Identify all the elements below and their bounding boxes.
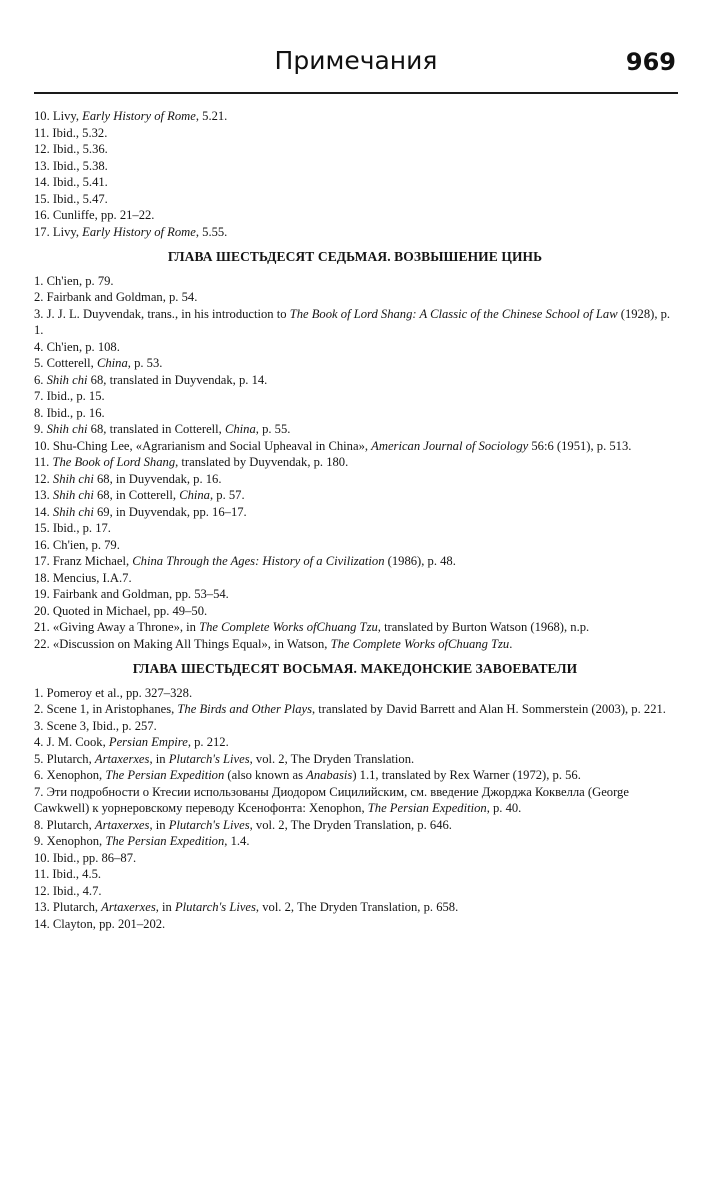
footnote [34, 833, 676, 850]
page-header [34, 44, 678, 94]
work-title: Persian Empire [108, 735, 188, 749]
work-title: Artaxerxes [94, 751, 150, 766]
footnote [34, 438, 676, 455]
note-text: 9. [34, 422, 47, 436]
note-text: 69, in Duyvendak, pp. 16–17. [93, 504, 247, 519]
footnote [34, 421, 676, 438]
footnote [34, 339, 676, 356]
footnote [34, 355, 676, 372]
note-text: , translated by Burton Watson (1968), n.p. [377, 620, 590, 634]
note-text: ) 1.1, translated by Rex Warner (1972), p. 56. [352, 768, 581, 782]
footnote [34, 174, 676, 191]
note-text: , p. 57. [209, 488, 245, 502]
footnote [34, 471, 676, 488]
work-title: American Journal of Sociology [371, 438, 529, 453]
note-text: 16. Cunliffe, pp. 21–22. [34, 208, 155, 222]
note-text: 16. Ch'ien, p. 79. [34, 537, 120, 552]
footnote [34, 570, 676, 587]
footnote [34, 619, 676, 636]
note-text: 18. Mencius, I.A.7. [34, 570, 132, 585]
work-title: Shih chi [52, 488, 94, 502]
work-title: Artaxerxes [101, 900, 156, 914]
note-text: 68, translated in Duyvendak, p. 14. [87, 372, 268, 387]
notes-section [34, 108, 676, 240]
footnote [34, 158, 676, 175]
work-title: China Through the Ages: History of a Civilization [132, 554, 385, 568]
note-text: 10. Shu-Ching Lee, «Agrarianism and Social Upheaval in China», [34, 438, 372, 453]
note-text: 1. Pomeroy et al., pp. 327–328. [34, 685, 193, 700]
note-text: 15. Ibid., p. 17. [34, 521, 111, 535]
work-title: The Birds and Other Plays [177, 702, 312, 716]
note-text: 68, translated in Cotterell, [87, 422, 225, 436]
footnote [34, 520, 676, 537]
note-text: , vol. 2, The Dryden Translation. [249, 751, 415, 766]
note-text: , in [155, 900, 175, 914]
note-text: 12. Ibid., 5.36. [34, 142, 108, 156]
footnote [34, 273, 676, 290]
chapter-heading: ГЛАВА ШЕСТЬДЕСЯТ СЕДЬМАЯ. ВОЗВЫШЕНИЕ ЦИНЬ [167, 249, 543, 264]
note-text: 4. Ch'ien, p. 108. [34, 339, 120, 354]
footnote [34, 125, 676, 142]
note-text: , p. 40. [486, 801, 522, 815]
footnote [34, 388, 676, 405]
note-text: 19. Fairbank and Goldman, pp. 53–54. [34, 587, 229, 601]
footnote [34, 636, 676, 653]
note-text: , translated by Duyvendak, p. 180. [175, 455, 349, 469]
note-text: 21. «Giving Away a Throne», in [34, 620, 200, 634]
work-title: Plutarch's Lives [168, 751, 250, 766]
note-text: 17. Franz Michael, [34, 554, 133, 568]
work-title: Early History of Rome [82, 109, 196, 123]
note-text: 2. Scene 1, in Aristophanes, [34, 702, 178, 716]
work-title: Artaxerxes [94, 817, 150, 832]
footnote [34, 306, 676, 339]
note-text: 10. Ibid., pp. 86–87. [34, 850, 137, 865]
note-text: 12. [34, 471, 53, 486]
footnote [34, 603, 676, 620]
footnote [34, 817, 676, 834]
note-text: 1. Ch'ien, p. 79. [34, 273, 114, 288]
footnote [34, 685, 676, 702]
chapter-heading: ГЛАВА ШЕСТЬДЕСЯТ ВОСЬМАЯ. МАКЕДОНСКИЕ ЗАВОЕВАТЕЛИ [132, 661, 578, 676]
footnote [34, 586, 676, 603]
footnote [34, 108, 676, 125]
work-title: The Book of Lord Shang [52, 455, 176, 469]
note-text: 6. Xenophon, [34, 768, 106, 782]
note-text: 20. Quoted in Michael, pp. 49–50. [34, 603, 208, 618]
note-text: 22. «Discussion on Making All Things Equal», in Watson, [34, 636, 331, 651]
work-title: The Persian Expedition [367, 801, 487, 815]
note-text: , 5.55. [195, 224, 228, 239]
footnote [34, 883, 676, 900]
note-text: 11. Ibid., 5.32. [34, 125, 108, 140]
work-title: The Complete Works ofChuang Tzu [199, 620, 378, 634]
note-text: 5. Cotterell, [34, 356, 97, 370]
footnote [34, 207, 676, 224]
work-title: The Complete Works ofChuang Tzu [330, 636, 510, 651]
work-title: Anabasis [306, 768, 353, 782]
note-text: 9. Xenophon, [34, 834, 106, 848]
note-text: 14. [34, 504, 53, 519]
note-text: , translated by David Barrett and Alan H. Sommerstein (2003), p. 221. [311, 702, 666, 716]
note-text: , p. 55. [255, 422, 291, 436]
note-text: , vol. 2, The Dryden Translation, p. 646. [249, 817, 452, 832]
note-text: 8. Ibid., p. 16. [34, 405, 105, 420]
note-text: 4. J. M. Cook, [34, 735, 109, 749]
note-text: (1928), p. 1. [34, 306, 671, 337]
note-text: 8. Plutarch, [34, 817, 95, 832]
page-number: 969 [625, 48, 676, 76]
note-text: , 5.21. [195, 109, 228, 123]
work-title: China [224, 422, 256, 436]
note-text: , in [149, 817, 169, 832]
note-text: , p. 53. [127, 356, 163, 370]
note-text: 6. [34, 372, 47, 387]
note-text: 68, in Cotterell, [93, 488, 180, 502]
footnote [34, 784, 676, 817]
footnote [34, 734, 676, 751]
note-text: 56:6 (1951), p. 513. [528, 438, 632, 453]
note-text: , vol. 2, The Dryden Translation, p. 658. [255, 900, 459, 914]
footnote [34, 916, 676, 933]
work-title: Early History of Rome [82, 224, 196, 239]
work-title: Shih chi [52, 504, 94, 519]
footnote [34, 866, 676, 883]
notes-body [34, 108, 676, 932]
note-text: 68, in Duyvendak, p. 16. [93, 471, 222, 486]
note-text: 11. Ibid., 4.5. [34, 867, 102, 881]
note-text: , 1.4. [224, 834, 250, 848]
work-title: China [96, 356, 128, 370]
note-text: , in [149, 751, 169, 766]
note-text: (1986), p. 48. [384, 554, 456, 568]
note-text: 13. [34, 488, 53, 502]
notes-section [34, 661, 676, 932]
note-text: . [509, 636, 513, 651]
note-text: 3. J. J. L. Duyvendak, trans., in his introduction to [34, 306, 290, 321]
footnote [34, 537, 676, 554]
work-title: China [179, 488, 210, 502]
work-title: Plutarch's Lives [174, 900, 256, 914]
footnote [34, 487, 676, 504]
note-text: 2. Fairbank and Goldman, p. 54. [34, 290, 198, 304]
note-text: 7. Ibid., p. 15. [34, 389, 105, 403]
note-text: , p. 212. [187, 735, 229, 749]
note-text: 11. [34, 455, 53, 469]
footnote [34, 718, 676, 735]
footnote [34, 141, 676, 158]
work-title: Shih chi [46, 422, 88, 436]
note-text: 13. Ibid., 5.38. [34, 158, 108, 173]
footnote [34, 701, 676, 718]
running-title: Примечания [274, 46, 438, 75]
note-text: (also known as [224, 768, 307, 782]
footnote [34, 899, 676, 916]
footnote [34, 767, 676, 784]
note-text: 17. Livy, [34, 224, 83, 239]
work-title: The Persian Expedition [105, 768, 225, 782]
note-text: 7. Эти подробности о Ктесии использованы Диодором Сицилийским, см. введение Джорджа Коквелла (George Cawkwell) к уорнеровскому переводу Ксенофонта: Xenophon, [34, 784, 629, 815]
footnote [34, 289, 676, 306]
footnote [34, 504, 676, 521]
footnote [34, 751, 676, 768]
footnote [34, 405, 676, 422]
note-text: 14. Clayton, pp. 201–202. [34, 916, 166, 931]
footnote [34, 224, 676, 241]
footnote [34, 191, 676, 208]
footnote [34, 372, 676, 389]
footnote [34, 850, 676, 867]
work-title: Plutarch's Lives [168, 817, 250, 832]
note-text: 13. Plutarch, [34, 900, 102, 914]
notes-section [34, 249, 676, 652]
footnote [34, 454, 676, 471]
note-text: 14. Ibid., 5.41. [34, 175, 108, 189]
note-text: 10. Livy, [34, 109, 83, 123]
note-text: 5. Plutarch, [34, 751, 95, 766]
work-title: Shih chi [52, 471, 94, 486]
work-title: Shih chi [46, 372, 88, 387]
note-text: 12. Ibid., 4.7. [34, 883, 102, 898]
note-text: 15. Ibid., 5.47. [34, 191, 108, 206]
work-title: The Book of Lord Shang: A Classic of the Chinese School of Law [289, 306, 618, 321]
footnote [34, 553, 676, 570]
work-title: The Persian Expedition [105, 834, 225, 848]
note-text: 3. Scene 3, Ibid., p. 257. [34, 718, 157, 733]
